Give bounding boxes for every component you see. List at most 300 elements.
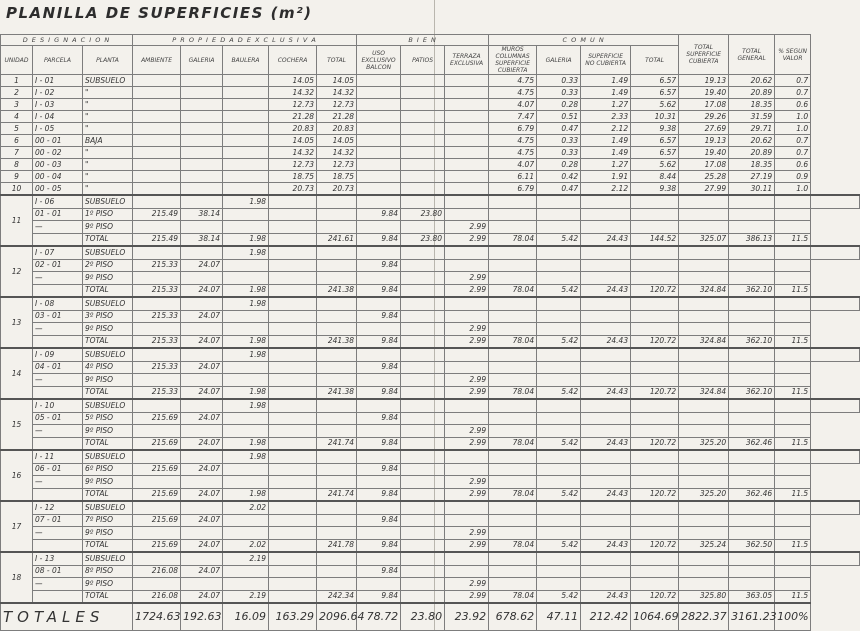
table-row xyxy=(1,450,860,463)
table-cell xyxy=(401,463,445,476)
table-cell: TOTAL xyxy=(83,539,133,552)
table-cell xyxy=(181,297,223,310)
table-cell xyxy=(631,195,679,208)
table-cell xyxy=(537,259,581,272)
table-cell xyxy=(133,552,181,565)
table-cell xyxy=(133,183,181,196)
table-cell: 78.04 xyxy=(489,590,537,603)
table-cell xyxy=(317,463,357,476)
table-cell: 120.72 xyxy=(631,488,679,501)
table-cell xyxy=(401,425,445,438)
table-cell xyxy=(775,552,811,565)
table-cell: 24.07 xyxy=(181,361,223,374)
table-cell: 215.49 xyxy=(133,208,181,221)
table-cell xyxy=(537,552,581,565)
table-row xyxy=(1,539,860,552)
table-cell: 1.98 xyxy=(223,437,269,450)
table-cell xyxy=(729,310,775,323)
table-cell xyxy=(401,578,445,591)
table-cell xyxy=(133,87,181,99)
table-cell: 9.38 xyxy=(631,183,679,196)
table-cell: 2.99 xyxy=(445,476,489,489)
table-cell xyxy=(679,463,729,476)
table-cell xyxy=(401,590,445,603)
table-cell xyxy=(775,578,811,591)
table-cell xyxy=(181,195,223,208)
table-cell xyxy=(269,501,317,514)
table-cell xyxy=(729,552,775,565)
table-row xyxy=(1,578,860,591)
total-cell: 212.42 xyxy=(581,603,631,631)
table-cell xyxy=(775,514,811,527)
table-cell xyxy=(133,323,181,336)
table-cell: 362.50 xyxy=(729,539,775,552)
table-cell: " xyxy=(83,111,133,123)
table-cell: 1 xyxy=(1,75,33,87)
table-cell: 01 - 01 xyxy=(33,208,83,221)
unit-number: 17 xyxy=(1,501,33,552)
table-cell xyxy=(317,272,357,285)
table-cell: 24.07 xyxy=(181,386,223,399)
table-cell xyxy=(537,501,581,514)
table-cell xyxy=(317,578,357,591)
table-row xyxy=(1,284,860,297)
table-cell xyxy=(401,310,445,323)
table-row xyxy=(1,565,860,578)
table-cell xyxy=(357,99,401,111)
table-cell xyxy=(537,476,581,489)
table-cell xyxy=(537,565,581,578)
table-cell xyxy=(445,501,489,514)
table-cell: I - 08 xyxy=(33,297,83,310)
table-cell xyxy=(133,399,181,412)
table-cell xyxy=(133,450,181,463)
table-cell xyxy=(401,183,445,196)
table-cell xyxy=(269,565,317,578)
table-cell: 1.98 xyxy=(223,335,269,348)
muros-header: MUROS COLUMNAS SUPERFICIE CUBIERTA xyxy=(489,46,537,75)
table-cell xyxy=(401,539,445,552)
table-row xyxy=(1,437,860,450)
table-cell: 0.47 xyxy=(537,123,581,135)
table-cell xyxy=(581,476,631,489)
table-cell xyxy=(811,450,860,463)
baulera-header: BAULERA xyxy=(223,46,269,75)
table-cell: 1.0 xyxy=(775,111,811,123)
table-cell xyxy=(679,552,729,565)
table-cell: 24.07 xyxy=(181,259,223,272)
percent-header: % SEGUN VALOR xyxy=(775,35,811,75)
table-cell xyxy=(269,425,317,438)
table-cell: 30.11 xyxy=(729,183,775,196)
table-cell: 1.98 xyxy=(223,246,269,259)
table-cell xyxy=(489,514,537,527)
table-cell xyxy=(317,221,357,234)
table-cell xyxy=(445,111,489,123)
table-cell xyxy=(445,147,489,159)
table-cell: 9.84 xyxy=(357,310,401,323)
table-cell xyxy=(679,259,729,272)
table-cell xyxy=(631,348,679,361)
table-cell: 215.33 xyxy=(133,386,181,399)
table-cell: 23.80 xyxy=(401,208,445,221)
table-cell xyxy=(445,246,489,259)
table-cell xyxy=(133,425,181,438)
table-cell xyxy=(489,272,537,285)
table-cell xyxy=(181,374,223,387)
table-cell: 10 xyxy=(1,183,33,196)
table-cell: 325.07 xyxy=(679,233,729,246)
table-cell: 9º PISO xyxy=(83,425,133,438)
table-cell xyxy=(401,323,445,336)
table-cell xyxy=(357,476,401,489)
table-cell: 2.99 xyxy=(445,437,489,450)
total-cell: 100% xyxy=(775,603,811,631)
table-row xyxy=(1,335,860,348)
table-cell: 324.84 xyxy=(679,284,729,297)
totals-row xyxy=(1,603,860,631)
table-cell xyxy=(581,565,631,578)
table-row xyxy=(1,501,860,514)
table-cell xyxy=(445,99,489,111)
table-cell xyxy=(269,399,317,412)
table-cell xyxy=(133,476,181,489)
table-cell: 78.04 xyxy=(489,539,537,552)
table-cell xyxy=(445,514,489,527)
table-cell: 1.49 xyxy=(581,75,631,87)
table-cell: 5.42 xyxy=(537,590,581,603)
table-cell xyxy=(489,310,537,323)
table-cell xyxy=(445,159,489,171)
total-cell: 2822.37 xyxy=(679,603,729,631)
table-cell: 6º PISO xyxy=(83,463,133,476)
table-cell xyxy=(775,348,811,361)
table-cell: 2.99 xyxy=(445,539,489,552)
table-row xyxy=(1,425,860,438)
table-cell: 6 xyxy=(1,135,33,147)
table-cell xyxy=(357,425,401,438)
table-cell: 2º PISO xyxy=(83,259,133,272)
table-row xyxy=(1,514,860,527)
table-cell xyxy=(631,297,679,310)
table-cell xyxy=(181,425,223,438)
table-cell xyxy=(33,437,83,450)
table-cell xyxy=(33,335,83,348)
table-cell xyxy=(489,450,537,463)
table-cell: 215.33 xyxy=(133,284,181,297)
table-row xyxy=(1,399,860,412)
table-cell: 1.98 xyxy=(223,450,269,463)
table-cell xyxy=(729,246,775,259)
table-cell: 19.13 xyxy=(679,135,729,147)
table-cell: 78.04 xyxy=(489,386,537,399)
table-cell: 2 xyxy=(1,87,33,99)
table-cell xyxy=(133,527,181,540)
table-cell xyxy=(269,476,317,489)
table-cell xyxy=(401,399,445,412)
table-cell xyxy=(679,297,729,310)
table-cell: 0.47 xyxy=(537,183,581,196)
table-cell: 2.99 xyxy=(445,488,489,501)
table-cell: 215.69 xyxy=(133,514,181,527)
table-cell xyxy=(537,399,581,412)
total-header: TOTAL xyxy=(317,46,357,75)
table-cell: 3 xyxy=(1,99,33,111)
table-cell xyxy=(581,501,631,514)
table-cell: 241.74 xyxy=(317,437,357,450)
table-cell xyxy=(489,565,537,578)
table-cell xyxy=(401,221,445,234)
table-cell xyxy=(317,361,357,374)
table-cell: 0.42 xyxy=(537,171,581,183)
total-cell: 23.92 xyxy=(445,603,489,631)
table-cell xyxy=(537,412,581,425)
table-cell: 24.07 xyxy=(181,310,223,323)
table-cell: 0.33 xyxy=(537,135,581,147)
table-cell xyxy=(581,374,631,387)
table-cell: I - 05 xyxy=(33,123,83,135)
table-cell xyxy=(729,476,775,489)
table-cell: 9.84 xyxy=(357,386,401,399)
table-cell: 04 - 01 xyxy=(33,361,83,374)
table-cell: 02 - 01 xyxy=(33,259,83,272)
table-cell xyxy=(679,348,729,361)
table-cell: 24.07 xyxy=(181,463,223,476)
table-cell xyxy=(729,195,775,208)
table-cell: I - 03 xyxy=(33,99,83,111)
table-cell xyxy=(445,195,489,208)
table-cell: 10.31 xyxy=(631,111,679,123)
table-cell: " xyxy=(83,147,133,159)
table-row xyxy=(1,386,860,399)
table-cell: 9.84 xyxy=(357,233,401,246)
table-cell: 24.07 xyxy=(181,437,223,450)
table-cell: 24.07 xyxy=(181,590,223,603)
table-row xyxy=(1,111,860,123)
table-cell: 21.28 xyxy=(269,111,317,123)
unit-number: 18 xyxy=(1,552,33,603)
table-cell: 2.33 xyxy=(581,111,631,123)
table-cell: — xyxy=(33,476,83,489)
table-cell: 1.98 xyxy=(223,233,269,246)
table-cell: I - 13 xyxy=(33,552,83,565)
table-cell: 2.99 xyxy=(445,323,489,336)
table-cell: I - 01 xyxy=(33,75,83,87)
table-cell xyxy=(679,425,729,438)
table-cell xyxy=(631,272,679,285)
table-cell xyxy=(775,310,811,323)
table-cell: I - 07 xyxy=(33,246,83,259)
table-cell xyxy=(401,527,445,540)
table-cell xyxy=(133,501,181,514)
table-cell: 24.43 xyxy=(581,488,631,501)
table-cell xyxy=(729,501,775,514)
table-cell xyxy=(181,450,223,463)
table-cell: 144.52 xyxy=(631,233,679,246)
table-cell: 9.84 xyxy=(357,565,401,578)
table-cell: 27.19 xyxy=(729,171,775,183)
table-cell xyxy=(223,183,269,196)
table-cell xyxy=(775,361,811,374)
table-cell xyxy=(811,552,860,565)
table-cell xyxy=(581,527,631,540)
table-cell xyxy=(401,147,445,159)
table-cell xyxy=(775,195,811,208)
table-cell xyxy=(181,171,223,183)
table-row xyxy=(1,272,860,285)
table-cell xyxy=(811,297,860,310)
table-cell: 9º PISO xyxy=(83,323,133,336)
table-cell xyxy=(269,259,317,272)
table-cell xyxy=(317,527,357,540)
table-cell xyxy=(269,463,317,476)
table-cell: 1.91 xyxy=(581,171,631,183)
table-cell: 7 xyxy=(1,147,33,159)
total-general-header: TOTAL GENERAL xyxy=(729,35,775,75)
table-cell xyxy=(679,514,729,527)
table-cell: " xyxy=(83,159,133,171)
table-cell xyxy=(537,348,581,361)
table-cell: I - 02 xyxy=(33,87,83,99)
table-cell xyxy=(445,310,489,323)
table-cell xyxy=(269,208,317,221)
table-cell xyxy=(445,183,489,196)
table-cell: 0.6 xyxy=(775,99,811,111)
table-cell xyxy=(317,310,357,323)
table-cell: 12.73 xyxy=(317,159,357,171)
table-cell: 2.99 xyxy=(445,335,489,348)
table-cell: SUBSUELO xyxy=(83,297,133,310)
table-cell xyxy=(537,425,581,438)
table-cell xyxy=(445,412,489,425)
table-cell xyxy=(357,159,401,171)
table-cell xyxy=(631,527,679,540)
table-row xyxy=(1,323,860,336)
table-cell: 1.27 xyxy=(581,99,631,111)
table-cell: 120.72 xyxy=(631,437,679,450)
table-cell xyxy=(679,527,729,540)
table-cell: 215.33 xyxy=(133,335,181,348)
table-cell xyxy=(537,514,581,527)
table-cell xyxy=(269,221,317,234)
table-cell xyxy=(223,565,269,578)
table-cell xyxy=(357,450,401,463)
table-cell: 215.69 xyxy=(133,437,181,450)
table-cell xyxy=(181,348,223,361)
table-cell xyxy=(181,552,223,565)
table-cell xyxy=(357,111,401,123)
table-cell: 7.47 xyxy=(489,111,537,123)
table-cell xyxy=(317,399,357,412)
table-cell xyxy=(269,514,317,527)
table-cell xyxy=(357,135,401,147)
table-cell: 241.38 xyxy=(317,335,357,348)
table-cell: 00 - 01 xyxy=(33,135,83,147)
table-cell xyxy=(581,361,631,374)
table-cell: 78.04 xyxy=(489,437,537,450)
table-cell: 0.33 xyxy=(537,75,581,87)
table-cell xyxy=(679,450,729,463)
table-cell xyxy=(581,221,631,234)
table-cell: 03 - 01 xyxy=(33,310,83,323)
table-cell xyxy=(223,323,269,336)
table-cell xyxy=(537,578,581,591)
total-cell: 47.11 xyxy=(537,603,581,631)
table-cell: 362.10 xyxy=(729,284,775,297)
table-cell xyxy=(631,514,679,527)
table-cell xyxy=(269,348,317,361)
table-cell: 325.20 xyxy=(679,437,729,450)
table-cell: 2.99 xyxy=(445,527,489,540)
table-cell: 20.62 xyxy=(729,75,775,87)
table-cell xyxy=(537,195,581,208)
table-cell: 5.62 xyxy=(631,99,679,111)
table-cell: 0.7 xyxy=(775,87,811,99)
table-cell xyxy=(401,565,445,578)
table-cell xyxy=(679,399,729,412)
table-cell: 1.49 xyxy=(581,87,631,99)
table-cell xyxy=(631,259,679,272)
table-row xyxy=(1,135,860,147)
table-cell xyxy=(181,99,223,111)
table-cell xyxy=(223,171,269,183)
table-cell xyxy=(317,246,357,259)
table-cell xyxy=(317,348,357,361)
table-cell xyxy=(133,195,181,208)
table-cell xyxy=(317,514,357,527)
table-cell: 24.07 xyxy=(181,284,223,297)
table-cell xyxy=(133,123,181,135)
table-row xyxy=(1,159,860,171)
table-cell xyxy=(181,87,223,99)
table-cell xyxy=(811,195,860,208)
table-cell xyxy=(269,323,317,336)
cochera-header: COCHERA xyxy=(269,46,317,75)
table-cell: 5.42 xyxy=(537,386,581,399)
table-cell xyxy=(269,450,317,463)
table-cell: 14.05 xyxy=(269,75,317,87)
table-cell: 9º PISO xyxy=(83,476,133,489)
table-cell xyxy=(223,374,269,387)
table-cell: 1.0 xyxy=(775,183,811,196)
table-cell xyxy=(401,437,445,450)
table-cell: 215.69 xyxy=(133,488,181,501)
table-cell: 362.10 xyxy=(729,335,775,348)
table-cell: 2.99 xyxy=(445,233,489,246)
table-cell: TOTAL xyxy=(83,437,133,450)
table-cell xyxy=(401,111,445,123)
table-cell xyxy=(489,195,537,208)
table-cell: SUBSUELO xyxy=(83,195,133,208)
table-cell: 11.5 xyxy=(775,590,811,603)
table-cell xyxy=(269,437,317,450)
table-cell xyxy=(269,246,317,259)
table-cell xyxy=(729,297,775,310)
table-cell: 6.79 xyxy=(489,183,537,196)
table-cell: I - 09 xyxy=(33,348,83,361)
table-cell xyxy=(581,208,631,221)
table-cell xyxy=(223,527,269,540)
table-cell xyxy=(223,99,269,111)
table-cell xyxy=(401,488,445,501)
unidad-header: UNIDAD xyxy=(1,46,33,75)
table-cell xyxy=(489,348,537,361)
table-cell xyxy=(269,386,317,399)
table-cell xyxy=(223,135,269,147)
table-cell xyxy=(489,208,537,221)
table-cell: 215.49 xyxy=(133,233,181,246)
table-cell xyxy=(489,501,537,514)
